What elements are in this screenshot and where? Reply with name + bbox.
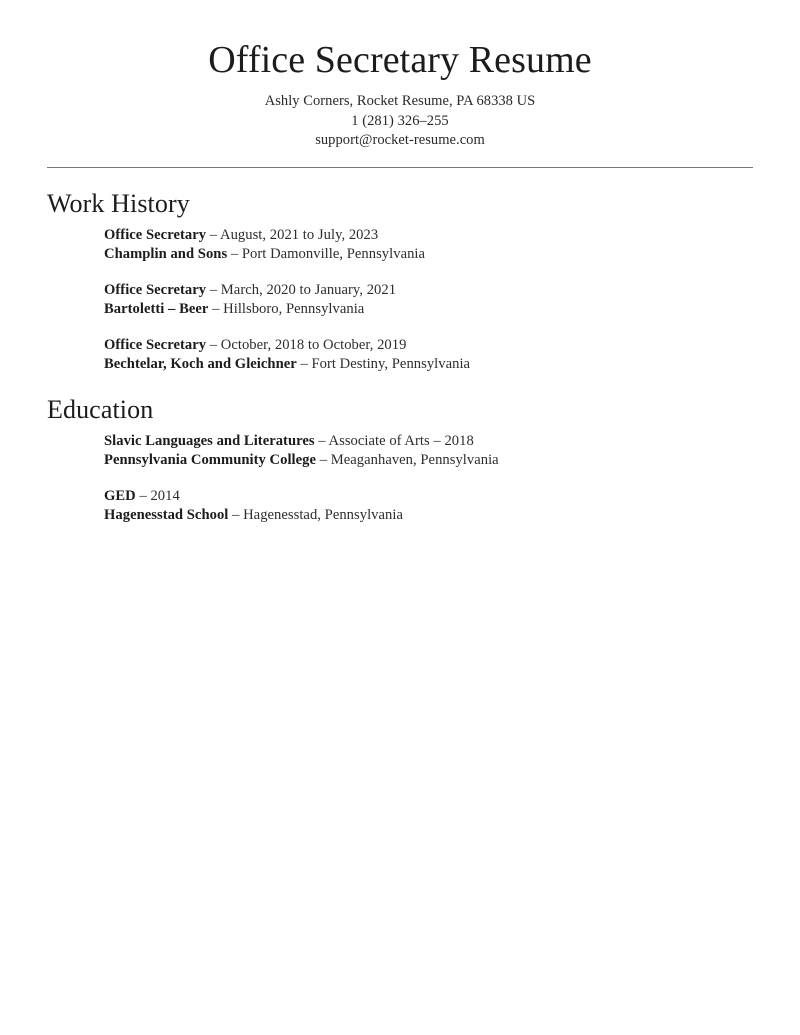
entry-primary-detail: August, 2021 to July, 2023 [219,226,379,243]
entry-secondary: Bechtelar, Koch and Gleichner [104,355,297,372]
entry-separator: – [208,300,224,317]
contact-email: support@rocket-resume.com [315,132,485,148]
entry-separator: – [228,506,244,523]
entry-list [47,432,753,525]
entry-line-primary [104,432,753,451]
entry-primary: Office Secretary [104,281,207,298]
list-item [104,281,753,319]
entry-secondary: Bartoletti – Beer [104,300,209,317]
entry-separator: – [296,355,312,372]
entry-primary: Slavic Languages and Literatures [104,432,315,449]
entry-secondary-detail: Meaganhaven, Pennsylvania [330,451,499,468]
entry-line-primary [104,226,753,245]
entry-line-primary [104,487,753,506]
entry-line-secondary [104,451,753,470]
section-work-history [47,188,753,374]
entry-separator: – [206,226,220,243]
entry-line-secondary [104,506,753,525]
entry-line-primary [104,281,753,300]
resume-header [0,0,800,151]
section-education [47,394,753,525]
entry-secondary: Hagenesstad School [104,506,229,523]
entry-separator: – [206,281,221,298]
entry-separator: – [314,432,329,449]
entry-primary-detail: March, 2020 to January, 2021 [220,281,397,298]
contact-address: Ashly Corners, Rocket Resume, PA 68338 US [264,93,536,109]
entry-list [47,226,753,374]
header-divider-wrap [0,167,800,168]
entry-secondary-detail: Hillsboro, Pennsylvania [223,300,365,317]
list-item [104,432,753,470]
page-title: Office Secretary Resume [208,39,592,81]
entry-line-secondary [104,355,753,374]
entry-secondary-detail: Hagenesstad, Pennsylvania [243,506,403,523]
entry-secondary-detail: Port Damonville, Pennsylvania [241,245,426,262]
entry-secondary: Pennsylvania Community College [104,451,317,468]
header-divider [47,167,753,168]
entry-primary: GED [104,487,136,504]
list-item [104,487,753,525]
entry-secondary-detail: Fort Destiny, Pennsylvania [311,355,471,372]
entry-primary: Office Secretary [104,226,207,243]
entry-primary-detail: 2014 [150,487,180,504]
entry-separator: – [316,451,331,468]
entry-line-secondary [104,245,753,264]
entry-primary: Office Secretary [104,336,207,353]
sections-root [47,188,753,525]
section-heading: Work History [47,188,190,218]
entry-line-primary [104,336,753,355]
entry-primary-detail: October, 2018 to October, 2019 [220,336,407,353]
list-item [104,336,753,374]
contact-block [0,92,800,151]
entry-separator: – [206,336,221,353]
list-item [104,226,753,264]
contact-phone: 1 (281) 326–255 [351,112,449,129]
section-heading: Education [47,394,154,424]
entry-separator: – [227,245,242,262]
entry-line-secondary [104,300,753,319]
entry-secondary: Champlin and Sons [104,245,228,262]
entry-separator: – [135,487,151,504]
resume-body [0,188,800,525]
entry-primary-detail: Associate of Arts – 2018 [328,432,474,449]
